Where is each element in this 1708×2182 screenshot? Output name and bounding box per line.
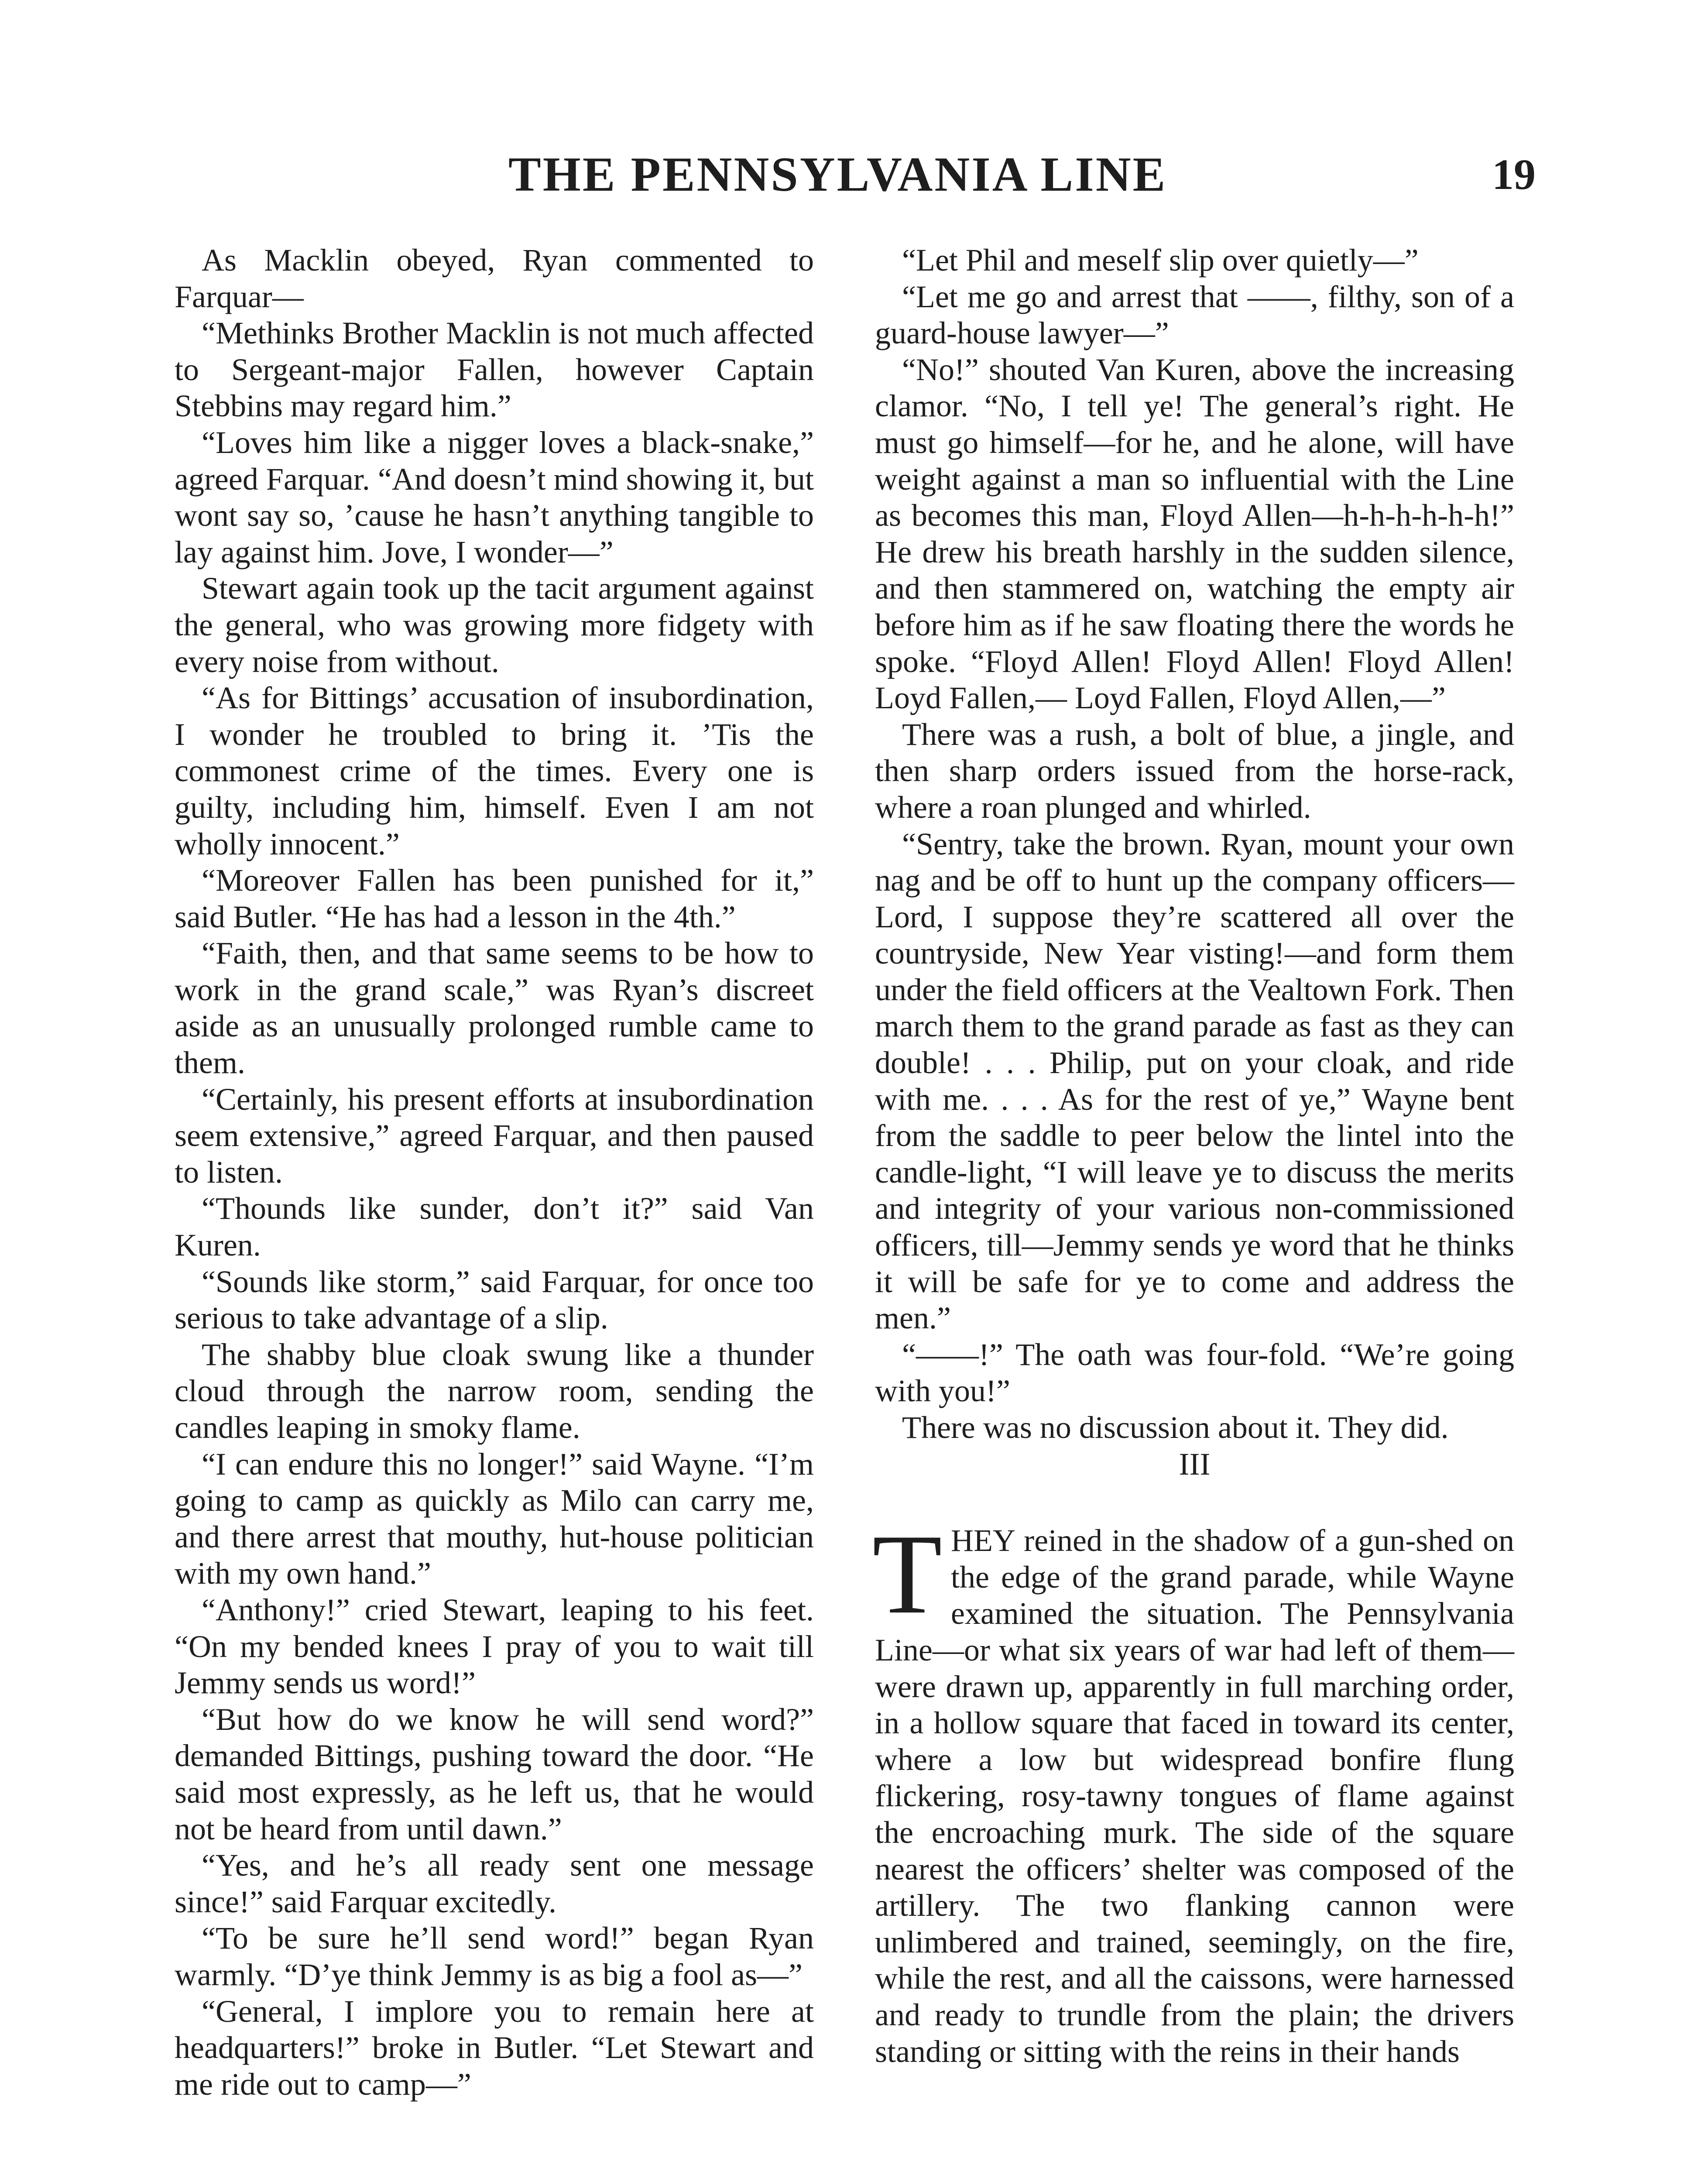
right-column xyxy=(872,242,1514,2070)
opening-paragraph-text: HEY reined in the shadow of a gun-shed on the edge of the grand parade, while Wayne examined the situation. The Pennsylvania Line—or what six years of war had left of them—were drawn up, apparently in full marching order, in a hollow square that faced in toward its center, where a low but widespread bonfire flung flickering, rosy-tawny tongues of flame against the encroaching murk. The side of the square nearest the officers’ shelter was composed of the artillery. The two flanking cannon were unlimbered and trained, seemingly, on the fire, while the rest, and all the caissons, were harnessed and ready to trundle from the plain; the drivers standing or sitting with the reins in their hands xyxy=(875,1523,1514,2069)
paragraph: “Sentry, take the brown. Ryan, mount your own nag and be off to hunt up the company officers—Lord, I suppose they’re scattered all over the countryside, New Year visting!—and form them under the field officers at the Vealtown Fork. Then march them to the grand parade as fast as they can double! . . . Philip, put on your cloak, and ride with me. . . . As for the rest of ye,” Wayne bent from the saddle to peer below the lintel into the candle-light, “I will leave ye to discuss the merits and integrity of your various non-commissioned officers, till—Jemmy sends ye word that he thinks it will be safe for ye to come and address the men.” xyxy=(875,826,1514,1336)
paragraph: “Faith, then, and that same seems to be how to work in the grand scale,” was Ryan’s discreet aside as an unusually prolonged rumble came to them. xyxy=(175,936,814,1081)
paragraph: “To be sure he’ll send word!” began Ryan warmly. “D’ye think Jemmy is as big a fool as—” xyxy=(175,1921,814,1992)
paragraph: As Macklin obeyed, Ryan commented to Farquar— xyxy=(175,243,814,314)
paragraph: There was no discussion about it. They did. xyxy=(902,1410,1449,1445)
paragraph: “Yes, and he’s all ready sent one message since!” said Farquar excitedly. xyxy=(175,1848,814,1919)
paragraph: “I can endure this no longer!” said Wayne. “I’m going to camp as quickly as Milo can carry me, and there arrest that mouthy, hut-house politician with my own hand.” xyxy=(175,1446,814,1591)
paragraph: “Anthony!” cried Stewart, leaping to his feet. “On my bended knees I pray of you to wait till Jemmy sends us word!” xyxy=(175,1592,814,1701)
paragraph: Stewart again took up the tacit argument against the general, who was growing more fidgety with every noise from without. xyxy=(175,571,814,679)
paragraph: “As for Bittings’ accusation of insubordination, I wonder he troubled to bring it. ’Tis the commonest crime of the times. Every one is guilty, including him, himself. Even I am not wholly innocent.” xyxy=(175,680,814,861)
paragraph: “No!” shouted Van Kuren, above the increasing clamor. “No, I tell ye! The general’s right. He must go himself—for he, and he alone, will have weight against a man so influential with the Line as becomes this man, Floyd Allen—h-h-h-h-h-h!” He drew his breath harshly in the sudden silence, and then stammered on, watching the empty air before him as if he saw floating there the words he spoke. “Floyd Allen! Floyd Allen! Floyd Allen! Loyd Fallen,— Loyd Fallen, Floyd Allen,—” xyxy=(875,352,1514,716)
left-column xyxy=(175,242,814,2103)
paragraph: “Let Phil and meself slip over quietly—” xyxy=(902,243,1419,278)
paragraph: “Moreover Fallen has been punished for it,” said Butler. “He has had a lesson in the 4th.” xyxy=(175,863,814,934)
paragraph: There was a rush, a bolt of blue, a jingle, and then sharp orders issued from the horse-rack, where a roan plunged and whirled. xyxy=(875,717,1514,825)
paragraph: “Loves him like a nigger loves a black-snake,” agreed Farquar. “And doesn’t mind showing it, but wont say so, ’cause he hasn’t anything tangible to lay against him. Jove, I wonder—” xyxy=(175,425,814,570)
paragraph: “But how do we know he will send word?” demanded Bittings, pushing toward the door. “He said most expressly, as he left us, that he would not be heard from until dawn.” xyxy=(175,1702,814,1846)
paragraph: “General, I implore you to remain here at headquarters!” broke in Butler. “Let Stewart and me ride out to camp—” xyxy=(175,1993,814,2102)
drop-cap: T xyxy=(872,1511,943,1638)
section-opening-paragraph xyxy=(872,1511,1514,2070)
paragraph: “Thounds like sunder, don’t it?” said Van Kuren. xyxy=(175,1191,814,1263)
paragraph: “Let me go and arrest that ——, filthy, son of a guard-house lawyer—” xyxy=(875,279,1514,351)
paragraph: “Certainly, his present efforts at insubordination seem extensive,” agreed Farquar, and then paused to listen. xyxy=(175,1081,814,1190)
paragraph: “Methinks Brother Macklin is not much affected to Sergeant-major Fallen, however Captain Stebbins may regard him.” xyxy=(175,316,814,424)
running-title: THE PENNSYLVANIA LINE xyxy=(508,148,1167,202)
paragraph: “Sounds like storm,” said Farquar, for once too serious to take advantage of a slip. xyxy=(175,1264,814,1336)
page-header xyxy=(0,144,1708,205)
paragraph: “——!” The oath was four-fold. “We’re going with you!” xyxy=(875,1337,1514,1409)
page-number: 19 xyxy=(1492,150,1536,199)
section-heading: III xyxy=(1179,1446,1211,1482)
paragraph: The shabby blue cloak swung like a thunder cloud through the narrow room, sending the candles leaping in smoky flame. xyxy=(175,1337,814,1445)
